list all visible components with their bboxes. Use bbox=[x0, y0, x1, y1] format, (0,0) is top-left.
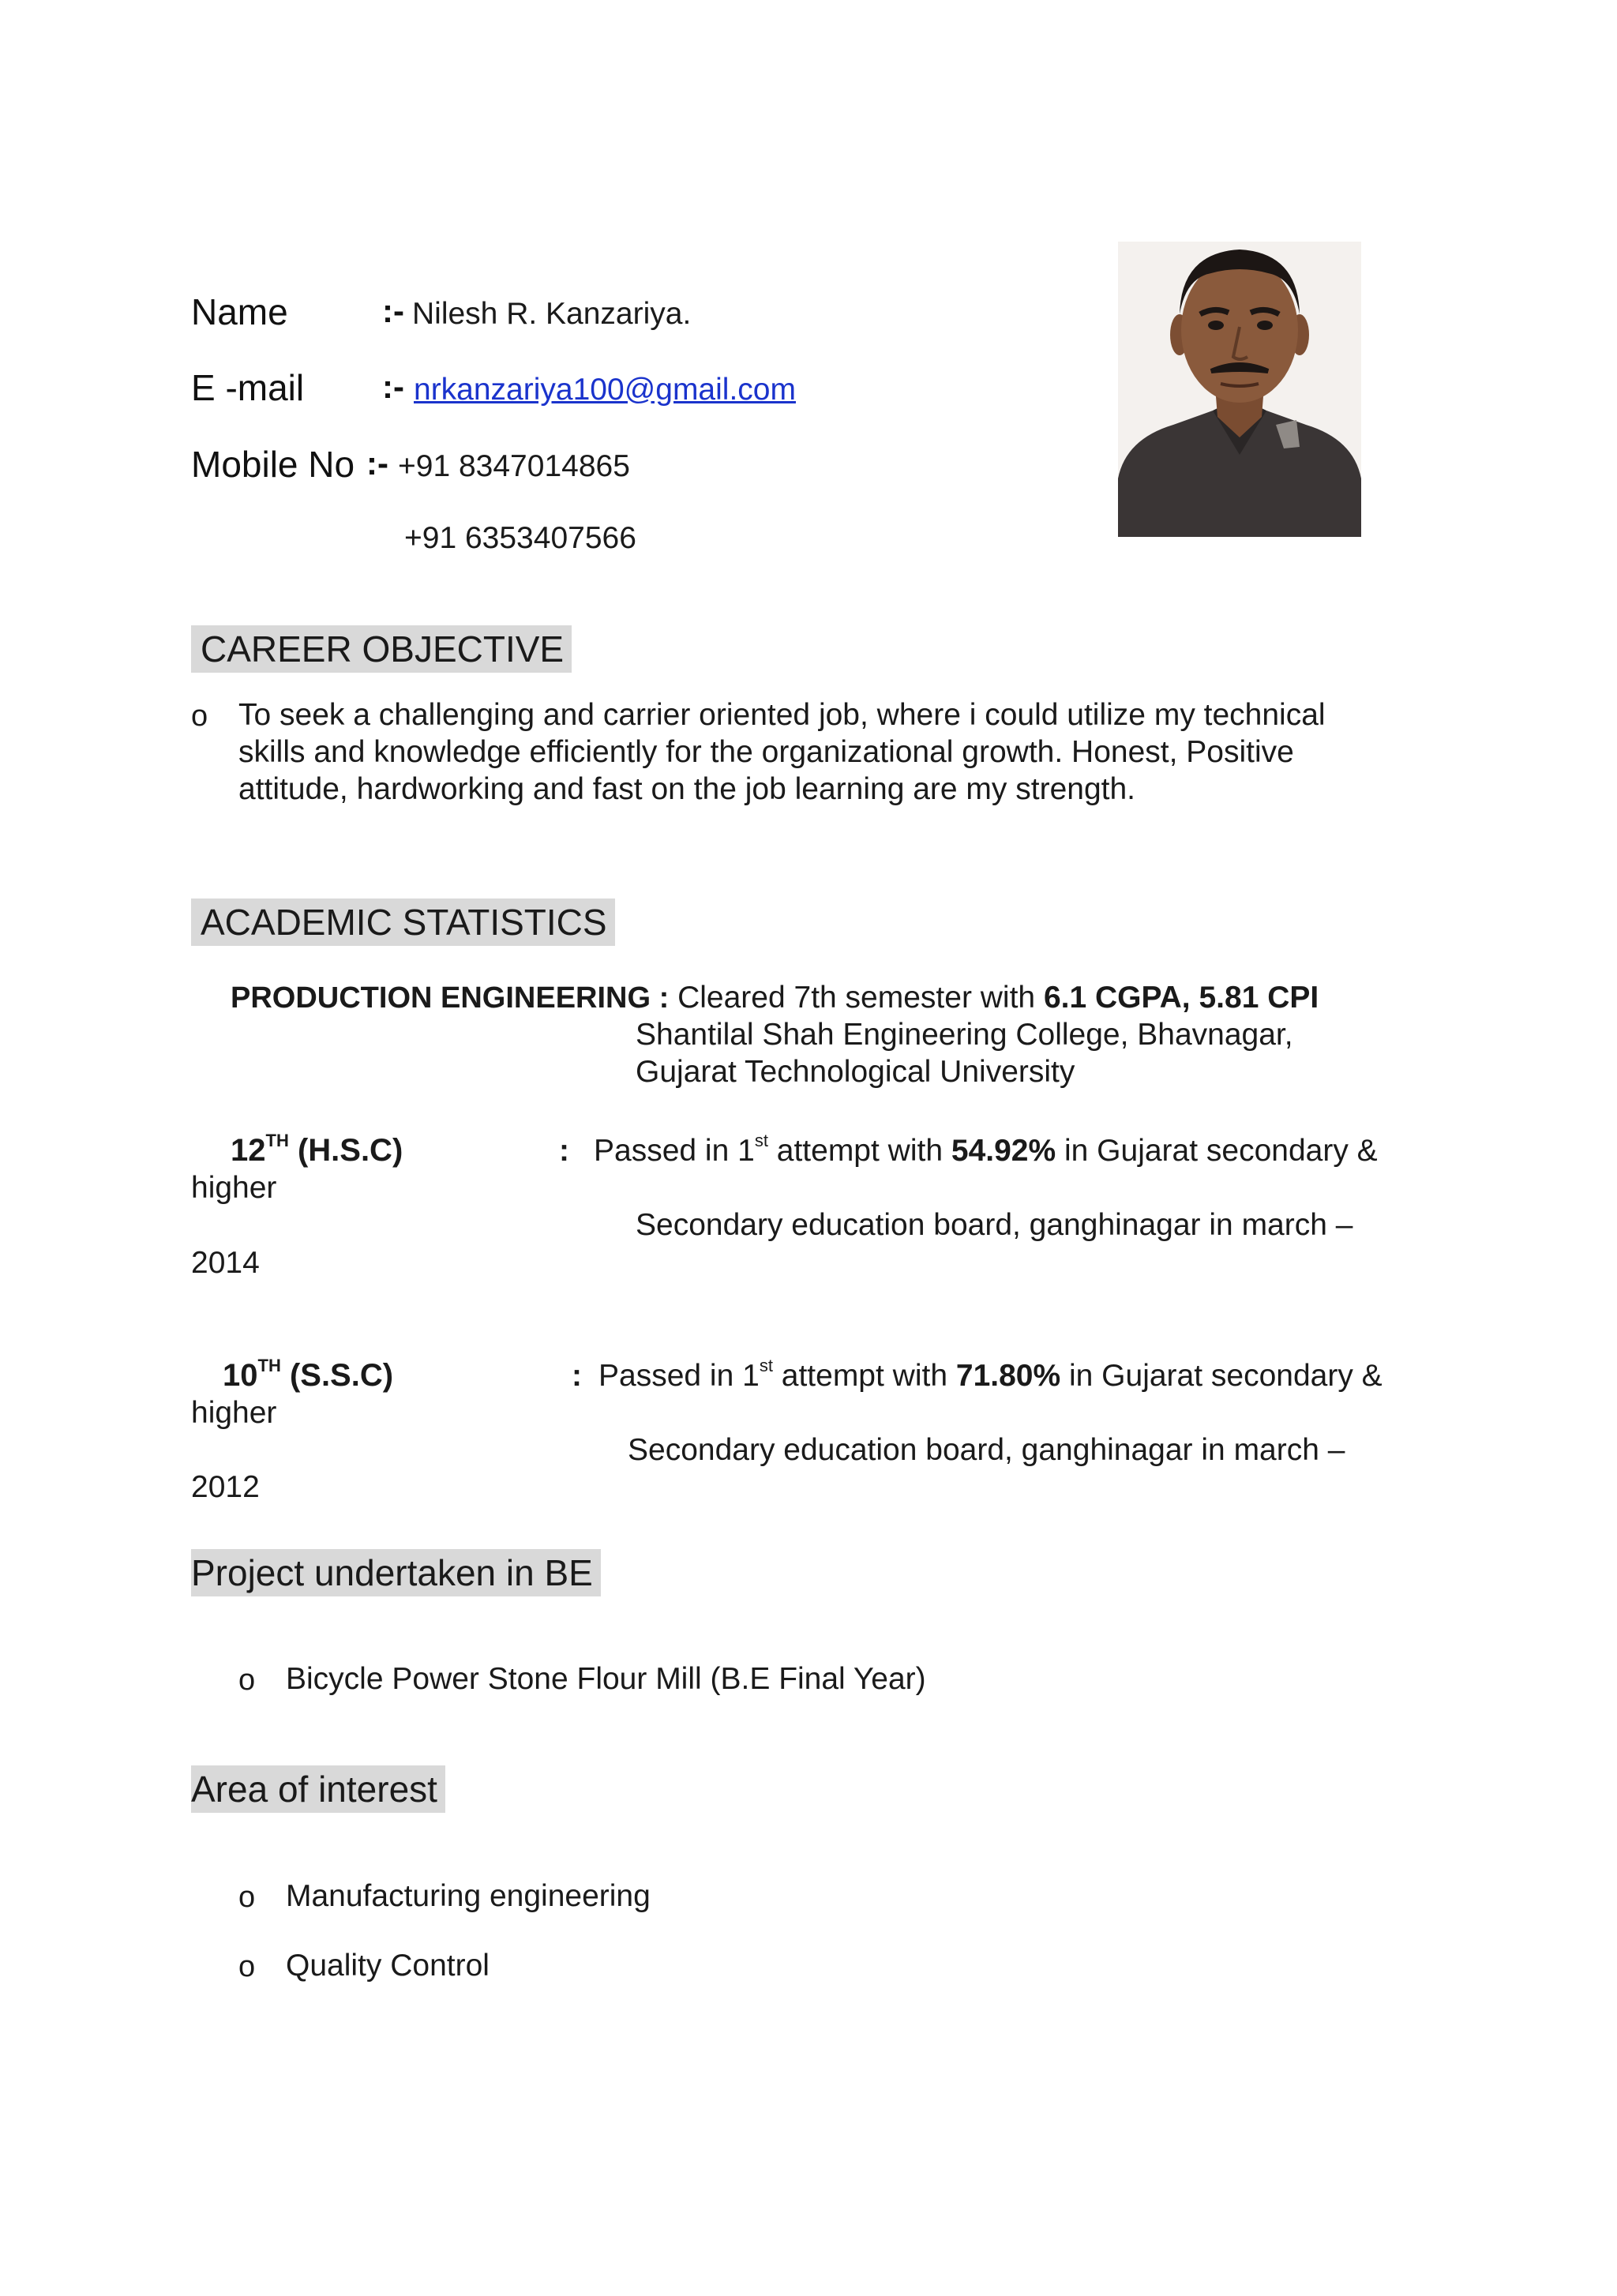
be-university: Gujarat Technological University bbox=[636, 1055, 1075, 1089]
hsc-label-num: 12 bbox=[231, 1133, 266, 1168]
hsc-label-sup: TH bbox=[265, 1131, 289, 1150]
be-label: PRODUCTION ENGINEERING : bbox=[231, 981, 670, 1015]
interest-item-1: Manufacturing engineering bbox=[286, 1879, 651, 1913]
ssc-label-rest: (S.S.C) bbox=[280, 1358, 394, 1393]
mobile-separator: :- bbox=[366, 445, 388, 482]
mobile-number-2: +91 6353407566 bbox=[404, 521, 636, 555]
ssc-result bbox=[598, 1357, 1383, 1394]
hsc-post: in Gujarat secondary & bbox=[1056, 1134, 1378, 1168]
be-grades: 6.1 CGPA, 5.81 CPI bbox=[1043, 981, 1319, 1015]
be-text: Cleared 7th semester with bbox=[677, 981, 1044, 1015]
project-heading: Project undertaken in BE bbox=[191, 1549, 601, 1596]
hsc-pre: Passed in 1 bbox=[594, 1134, 755, 1168]
interest-bullet-1: o bbox=[238, 1881, 256, 1914]
academic-statistics-heading: ACADEMIC STATISTICS bbox=[191, 899, 615, 946]
ssc-pre: Passed in 1 bbox=[598, 1359, 760, 1393]
be-college: Shantilal Shah Engineering College, Bhavnagar, bbox=[636, 1018, 1293, 1052]
ssc-wrap: higher bbox=[191, 1396, 277, 1430]
name-value: Nilesh R. Kanzariya. bbox=[412, 297, 692, 331]
career-bullet: o bbox=[191, 700, 208, 733]
ssc-mid: attempt with bbox=[772, 1359, 956, 1393]
project-bullet: o bbox=[238, 1664, 256, 1697]
email-link[interactable]: nrkanzariya100@gmail.com bbox=[414, 373, 796, 407]
ssc-year: 2012 bbox=[191, 1470, 260, 1504]
profile-photo bbox=[1118, 242, 1361, 537]
ssc-label bbox=[223, 1357, 393, 1394]
hsc-wrap: higher bbox=[191, 1171, 277, 1205]
hsc-board: Secondary education board, ganghinagar in march – bbox=[636, 1208, 1353, 1242]
ssc-percentage: 71.80% bbox=[955, 1359, 1061, 1393]
hsc-sup: st bbox=[754, 1131, 768, 1150]
hsc-colon: : bbox=[559, 1134, 569, 1168]
ssc-colon: : bbox=[572, 1359, 582, 1393]
email-label: E -mail bbox=[191, 367, 305, 408]
interest-item-2: Quality Control bbox=[286, 1949, 490, 1983]
career-objective-heading: CAREER OBJECTIVE bbox=[191, 625, 572, 673]
name-separator: :- bbox=[382, 292, 404, 329]
hsc-mid: attempt with bbox=[767, 1134, 951, 1168]
hsc-year: 2014 bbox=[191, 1246, 260, 1280]
name-label: Name bbox=[191, 291, 288, 332]
ssc-label-sup: TH bbox=[257, 1356, 281, 1375]
career-objective-line-2: skills and knowledge efficiently for the organizational growth. Honest, Positive bbox=[238, 735, 1294, 769]
hsc-result bbox=[594, 1132, 1378, 1169]
hsc-label bbox=[231, 1132, 403, 1169]
hsc-percentage: 54.92% bbox=[951, 1134, 1056, 1168]
email-separator: :- bbox=[382, 368, 404, 405]
interest-heading: Area of interest bbox=[191, 1765, 445, 1813]
be-entry bbox=[231, 979, 1319, 1017]
mobile-label: Mobile No bbox=[191, 444, 355, 485]
ssc-label-num: 10 bbox=[223, 1358, 258, 1393]
career-objective-line-1: To seek a challenging and carrier oriented job, where i could utilize my technical bbox=[238, 698, 1326, 732]
ssc-board: Secondary education board, ganghinagar in march – bbox=[628, 1433, 1345, 1467]
interest-bullet-2: o bbox=[238, 1950, 256, 1983]
ssc-sup: st bbox=[759, 1356, 773, 1375]
ssc-post: in Gujarat secondary & bbox=[1060, 1359, 1383, 1393]
career-objective-line-3: attitude, hardworking and fast on the job learning are my strength. bbox=[238, 772, 1136, 806]
project-item-1: Bicycle Power Stone Flour Mill (B.E Final Year) bbox=[286, 1662, 926, 1696]
hsc-label-rest: (H.S.C) bbox=[288, 1133, 403, 1168]
mobile-number-1: +91 8347014865 bbox=[398, 449, 630, 483]
